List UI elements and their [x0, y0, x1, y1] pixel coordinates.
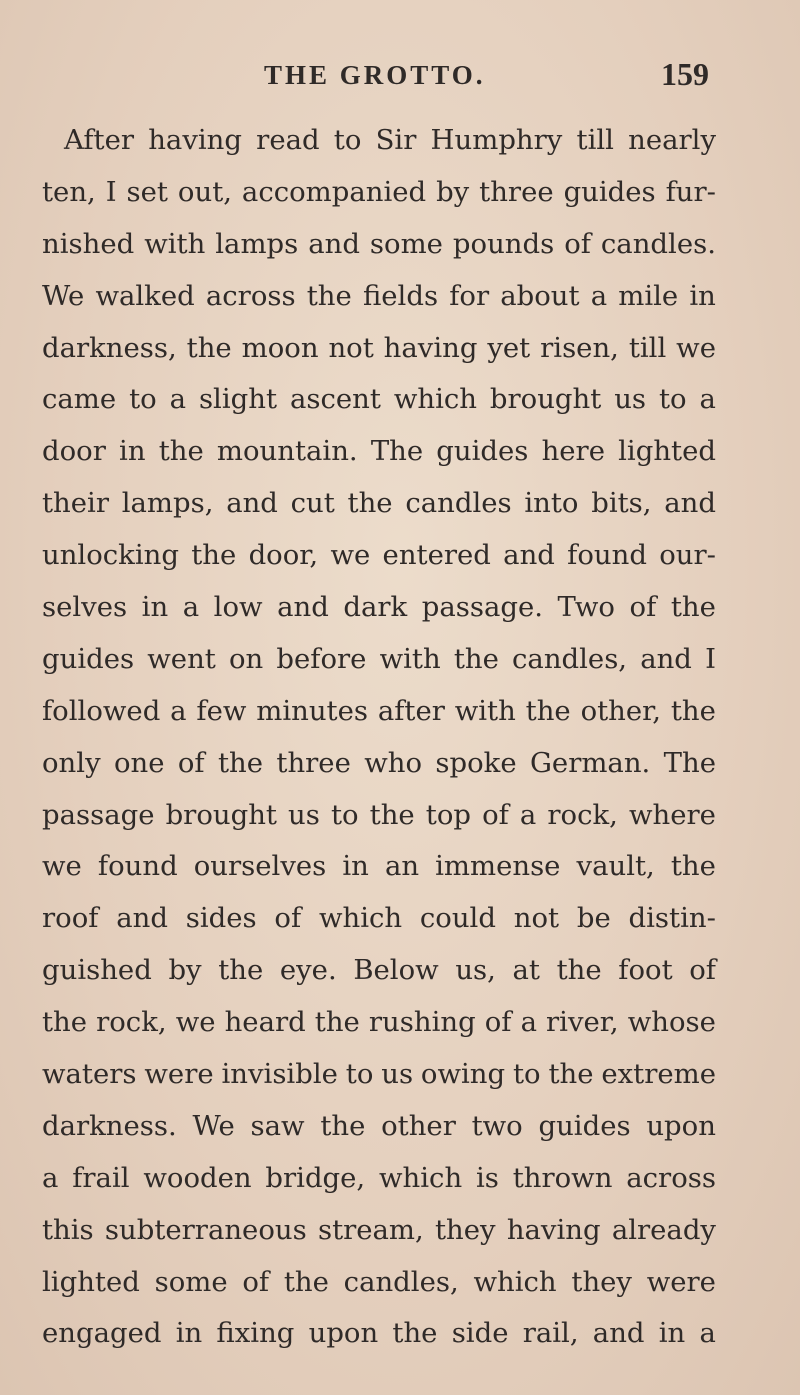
word: the — [369, 798, 415, 831]
word: of — [689, 954, 716, 987]
word: guides — [563, 175, 656, 208]
word: across — [205, 279, 296, 312]
word: of — [484, 1006, 512, 1039]
text-line — [42, 1162, 716, 1214]
word: low — [213, 591, 263, 624]
word: who — [364, 746, 423, 779]
word: by — [436, 175, 470, 208]
word: the — [453, 642, 499, 675]
word: other, — [580, 694, 662, 727]
word: top — [425, 798, 471, 831]
word: We — [192, 1109, 235, 1142]
word: to — [658, 383, 687, 416]
word: we — [42, 850, 82, 883]
word: immense — [435, 850, 561, 883]
word: out, — [177, 175, 232, 208]
word: few — [196, 694, 247, 727]
word: brought — [489, 383, 602, 416]
word: upon — [646, 1109, 716, 1142]
text-line — [42, 228, 716, 280]
word: wooden — [143, 1161, 252, 1194]
word: bits, — [591, 487, 652, 520]
text-line — [42, 1266, 716, 1318]
word: us — [288, 798, 320, 831]
word: stream, — [317, 1213, 424, 1246]
text-line — [42, 1317, 716, 1369]
word: about — [500, 279, 580, 312]
word: the — [347, 487, 393, 520]
word: in — [658, 1317, 686, 1350]
word: a — [170, 694, 187, 727]
word: into — [524, 487, 579, 520]
word: selves — [42, 591, 128, 624]
word: moon — [241, 331, 319, 364]
word: fields — [362, 279, 439, 312]
word: the — [306, 279, 352, 312]
word: to — [513, 1058, 541, 1091]
word: could — [419, 902, 496, 935]
word: rock, — [547, 798, 618, 831]
word: other — [381, 1109, 456, 1142]
word: foot — [618, 954, 673, 987]
word: Humphry — [430, 124, 563, 156]
word: rock, — [96, 1006, 167, 1039]
word: side — [451, 1317, 509, 1350]
word: we — [330, 539, 371, 572]
word: guides — [436, 435, 529, 468]
word: in — [689, 279, 716, 312]
word: mountain. — [216, 435, 358, 468]
word: lamps — [215, 227, 299, 260]
word: with — [379, 642, 441, 675]
text-line — [42, 1006, 716, 1058]
word: one — [113, 746, 165, 779]
word: we — [175, 1006, 216, 1039]
text-line — [42, 1110, 716, 1162]
text-line — [42, 954, 716, 1006]
word: After — [64, 124, 135, 156]
word: having — [383, 331, 478, 364]
text-line — [42, 1214, 716, 1266]
text-line — [42, 280, 716, 332]
word: a — [699, 383, 716, 416]
word: three — [479, 175, 554, 208]
word: lighted — [42, 1265, 140, 1298]
word: distin- — [628, 902, 716, 935]
body-text — [42, 124, 716, 1369]
running-head — [248, 56, 713, 96]
word: the — [158, 435, 204, 468]
running-title: THE GROTTO. — [264, 60, 486, 90]
word: a — [520, 1006, 537, 1039]
word: to — [333, 124, 362, 156]
word: us — [381, 1058, 414, 1091]
word: engaged — [42, 1317, 162, 1350]
word: and — [277, 591, 329, 624]
word: extreme — [601, 1058, 716, 1091]
word: for — [449, 279, 490, 312]
word: till — [628, 331, 667, 364]
word: in — [175, 1317, 203, 1350]
word: slight — [198, 383, 278, 416]
word: subterraneous — [104, 1213, 307, 1246]
word: candles. — [600, 227, 716, 260]
word: were — [646, 1265, 716, 1298]
text-line — [42, 383, 716, 435]
word: in — [342, 850, 369, 883]
word: which — [473, 1265, 557, 1298]
word: cut — [290, 487, 335, 520]
word: to — [345, 1058, 374, 1091]
word: they — [571, 1265, 632, 1298]
word: us, — [455, 954, 496, 987]
word: I — [105, 175, 117, 208]
word: We — [42, 279, 85, 312]
word: three — [276, 746, 351, 779]
word: came — [42, 383, 117, 416]
word: fur- — [665, 175, 716, 208]
word: with — [144, 227, 206, 260]
word: rushing — [368, 1006, 476, 1039]
word: a — [182, 591, 200, 624]
word: two — [471, 1109, 523, 1142]
word: Two — [557, 591, 615, 624]
word: candles, — [343, 1265, 459, 1298]
word: door, — [248, 539, 319, 572]
word: a — [42, 1161, 59, 1194]
word: owing — [420, 1058, 506, 1091]
word: mile — [618, 279, 679, 312]
word: dark — [343, 591, 408, 624]
text-line — [42, 799, 716, 851]
word: and — [226, 487, 278, 520]
word: us — [614, 383, 647, 416]
word: rail, — [522, 1317, 579, 1350]
word: some — [154, 1265, 228, 1298]
word: a — [699, 1317, 716, 1350]
word: of — [177, 746, 205, 779]
word: nearly — [628, 124, 716, 156]
word: spoke — [435, 746, 517, 779]
word: having — [506, 1213, 601, 1246]
text-line — [42, 124, 716, 176]
word: be — [576, 902, 611, 935]
word: the — [42, 1006, 88, 1039]
word: guides — [42, 642, 135, 675]
word: and — [116, 902, 168, 935]
word: bridge, — [265, 1161, 366, 1194]
word: is — [475, 1161, 499, 1194]
word: to — [129, 383, 157, 416]
word: ascent — [289, 383, 381, 416]
word: entered — [382, 539, 491, 572]
word: brought — [165, 798, 277, 831]
text-line — [42, 591, 716, 643]
word: which — [393, 383, 477, 416]
word: the — [670, 591, 716, 624]
word: this — [42, 1213, 94, 1246]
word: and — [308, 227, 360, 260]
word: unlocking — [42, 539, 179, 572]
word: the — [320, 1109, 366, 1142]
text-line — [42, 435, 716, 487]
text-line — [42, 176, 716, 228]
word: passage. — [421, 591, 543, 624]
word: minutes — [256, 694, 368, 727]
word: walked — [95, 279, 195, 312]
word: the — [670, 694, 716, 727]
word: were — [144, 1058, 214, 1091]
word: invisible — [221, 1058, 338, 1091]
word: and — [664, 487, 716, 520]
word: the — [217, 746, 264, 779]
word: across — [626, 1161, 716, 1194]
word: they — [435, 1213, 496, 1246]
word: of — [629, 591, 657, 624]
word: went — [147, 642, 216, 675]
word: frail — [72, 1161, 130, 1194]
word: a — [590, 279, 608, 312]
word: found — [97, 850, 178, 883]
word: an — [384, 850, 420, 883]
word: roof — [42, 902, 99, 935]
word: the — [392, 1317, 438, 1350]
text-line — [42, 539, 716, 591]
text-line — [42, 1058, 716, 1110]
text-line — [42, 332, 716, 384]
text-line — [42, 695, 716, 747]
word: Below — [353, 954, 439, 987]
word: fixing — [216, 1317, 295, 1350]
word: German. — [529, 746, 651, 779]
word: already — [611, 1213, 716, 1246]
word: only — [42, 746, 101, 779]
word: lamps, — [121, 487, 214, 520]
word: which — [318, 902, 403, 935]
word: our- — [659, 539, 716, 572]
word: risen, — [540, 331, 619, 364]
word: we — [676, 331, 716, 364]
word: after — [377, 694, 445, 727]
text-line — [42, 747, 716, 799]
word: the — [186, 331, 232, 364]
word: candles — [405, 487, 512, 520]
word: having — [148, 124, 242, 156]
word: to — [330, 798, 359, 831]
word: sides — [185, 902, 257, 935]
word: yet — [487, 331, 531, 364]
word: heard — [224, 1006, 306, 1039]
word: the — [283, 1265, 329, 1298]
word: found — [567, 539, 647, 572]
word: of — [242, 1265, 270, 1298]
word: the — [525, 694, 571, 727]
word: the — [548, 1058, 594, 1091]
word: darkness, — [42, 331, 177, 364]
word: thrown — [512, 1161, 613, 1194]
word: pounds — [452, 227, 555, 260]
word: The — [370, 435, 424, 468]
word: of — [482, 798, 509, 831]
word: not — [513, 902, 560, 935]
word: The — [663, 746, 716, 779]
word: before — [276, 642, 367, 675]
word: darkness. — [42, 1109, 177, 1142]
word: nished — [42, 227, 135, 260]
word: guished — [42, 954, 152, 987]
text-line — [42, 850, 716, 902]
word: here — [541, 435, 605, 468]
word: on — [228, 642, 264, 675]
word: passage — [42, 798, 155, 831]
word: at — [512, 954, 540, 987]
word: I — [705, 642, 716, 675]
word: till — [576, 124, 614, 156]
word: a — [169, 383, 187, 416]
word: the — [191, 539, 237, 572]
word: of — [274, 902, 302, 935]
text-line — [42, 902, 716, 954]
word: vault, — [576, 850, 655, 883]
word: set — [126, 175, 168, 208]
word: some — [369, 227, 443, 260]
text-line — [42, 643, 716, 695]
word: ourselves — [193, 850, 327, 883]
word: door — [42, 435, 106, 468]
word: eye. — [279, 954, 337, 987]
text-line — [42, 487, 716, 539]
word: with — [454, 694, 516, 727]
word: the — [218, 954, 264, 987]
word: accompanied — [241, 175, 427, 208]
word: whose — [627, 1006, 716, 1039]
word: a — [519, 798, 537, 831]
word: in — [141, 591, 169, 624]
word: and — [640, 642, 692, 675]
word: upon — [308, 1317, 379, 1350]
word: in — [119, 435, 146, 468]
word: waters — [42, 1058, 137, 1091]
word: where — [628, 798, 716, 831]
word: their — [42, 487, 109, 520]
word: and — [503, 539, 555, 572]
word: the — [670, 850, 716, 883]
word: by — [168, 954, 202, 987]
word: guides — [538, 1109, 631, 1142]
word: river, — [546, 1006, 619, 1039]
page-number: 159 — [661, 56, 709, 92]
word: saw — [250, 1109, 305, 1142]
word: and — [592, 1317, 645, 1350]
word: of — [564, 227, 591, 260]
word: which — [379, 1161, 463, 1194]
word: the — [556, 954, 602, 987]
word: candles, — [512, 642, 628, 675]
word: the — [314, 1006, 360, 1039]
word: read — [256, 124, 320, 156]
word: ten, — [42, 175, 96, 208]
word: followed — [42, 694, 161, 727]
word: not — [328, 331, 374, 364]
word: Sir — [375, 124, 417, 156]
word: lighted — [618, 435, 716, 468]
